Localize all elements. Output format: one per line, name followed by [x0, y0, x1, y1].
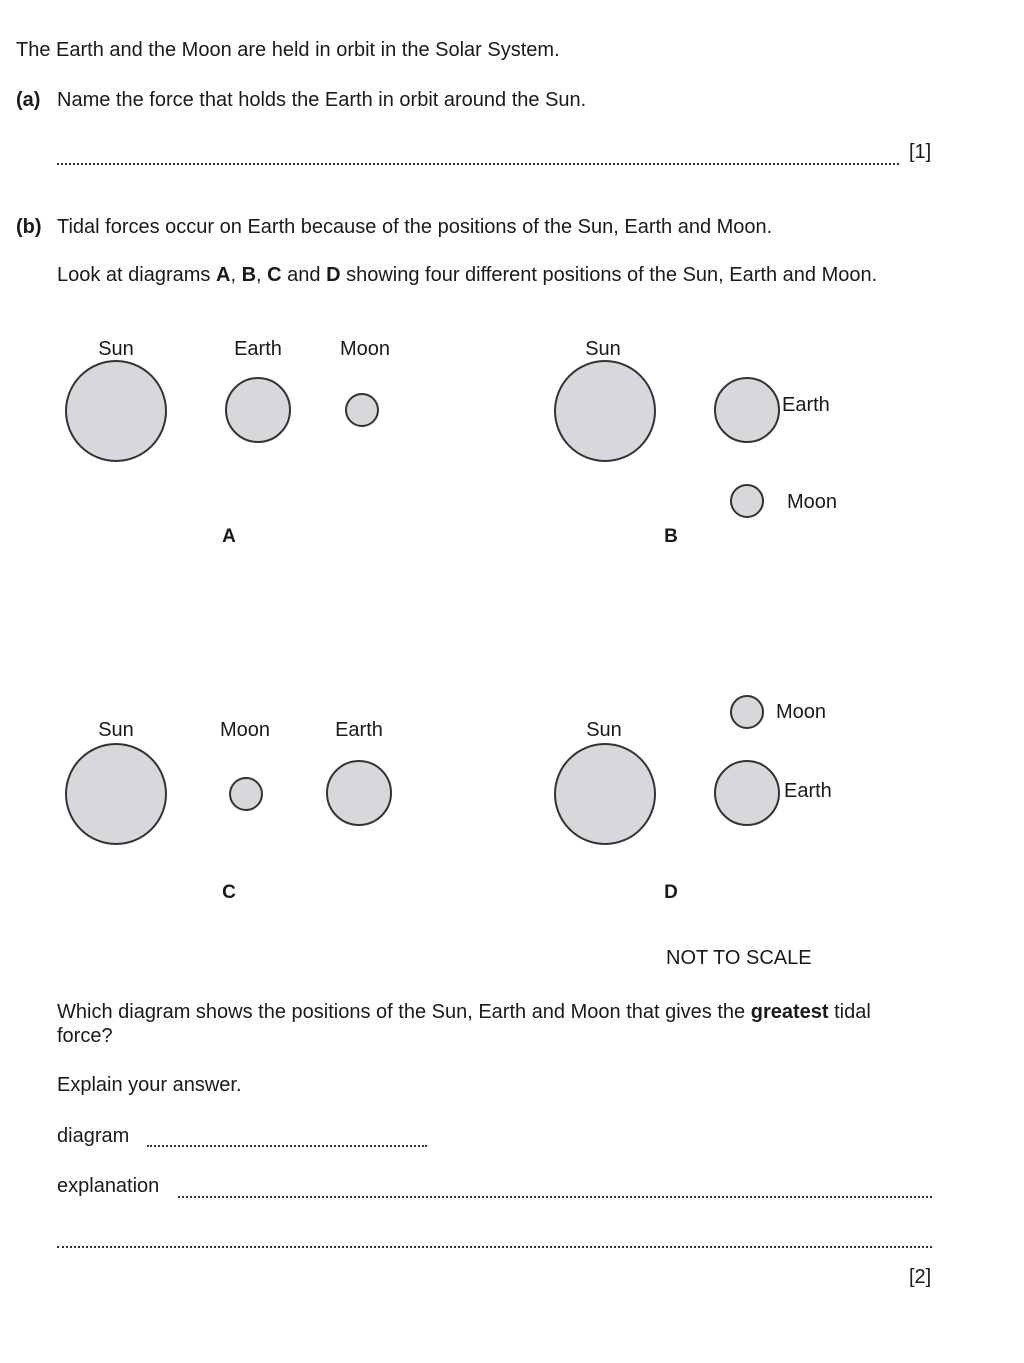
diagram-b-moon	[731, 485, 763, 517]
diagram-b-sun	[555, 361, 655, 461]
diagram-d-letter: D	[664, 882, 678, 903]
diagram-c	[66, 719, 391, 903]
intro-text: The Earth and the Moon are held in orbit in the Solar System.	[16, 39, 560, 61]
diagram-a-sun	[66, 361, 166, 461]
diagram-c-letter: C	[222, 882, 236, 903]
diagram-answer-label: diagram	[57, 1125, 130, 1147]
part-b-question-line2: force?	[57, 1025, 113, 1047]
diagram-c-earth-label: Earth	[335, 719, 383, 741]
diagram-d-moon-label: Moon	[776, 701, 827, 723]
part-b-marks: [2]	[909, 1266, 932, 1288]
diagram-c-sun	[66, 744, 166, 844]
diagram-d-sun	[555, 744, 655, 844]
part-a-label: (a)	[16, 89, 41, 111]
part-b-question-line1: Which diagram shows the positions of the Sun, Earth and Moon that gives the greatest tidal	[57, 1001, 871, 1023]
diagram-d-moon	[731, 696, 763, 728]
diagram-d-earth	[715, 761, 779, 825]
diagram-b-earth	[715, 378, 779, 442]
diagram-b-earth-label: Earth	[782, 394, 830, 416]
part-b-statement: Tidal forces occur on Earth because of the positions of the Sun, Earth and Moon.	[57, 216, 773, 238]
diagram-c-sun-label: Sun	[98, 719, 134, 741]
explanation-answer-label: explanation	[57, 1175, 160, 1197]
diagram-b-letter: B	[664, 526, 678, 547]
diagram-a	[66, 338, 390, 547]
diagram-c-moon-label: Moon	[219, 719, 271, 741]
part-a-marks: [1]	[909, 141, 932, 163]
explanation-answer-line-1[interactable]	[178, 1196, 932, 1198]
diagram-a-letter: A	[222, 526, 236, 547]
part-b-look-text: Look at diagrams A, B, C and D showing four different positions of the Sun, Earth and Moon.	[57, 264, 878, 286]
not-to-scale-note: NOT TO SCALE	[666, 947, 812, 969]
diagram-a-moon	[346, 394, 378, 426]
diagram-a-earth	[226, 378, 290, 442]
explain-instruction: Explain your answer.	[57, 1074, 242, 1096]
diagram-c-moon	[230, 778, 262, 810]
diagram-b	[555, 338, 837, 547]
diagram-answer-line[interactable]	[147, 1145, 427, 1147]
diagram-a-sun-label: Sun	[98, 338, 134, 360]
diagram-b-sun-label: Sun	[585, 338, 621, 360]
diagram-d	[555, 696, 832, 903]
diagram-c-earth	[327, 761, 391, 825]
part-a-question: Name the force that holds the Earth in orbit around the Sun.	[57, 89, 587, 111]
explanation-answer-line-2[interactable]	[57, 1246, 932, 1248]
part-b-label: (b)	[16, 216, 42, 238]
diagram-d-sun-label: Sun	[586, 719, 622, 741]
diagram-a-moon-label: Moon	[339, 338, 391, 360]
diagram-d-earth-label: Earth	[784, 780, 832, 802]
diagram-b-moon-label: Moon	[787, 491, 838, 513]
diagram-a-earth-label: Earth	[234, 338, 282, 360]
